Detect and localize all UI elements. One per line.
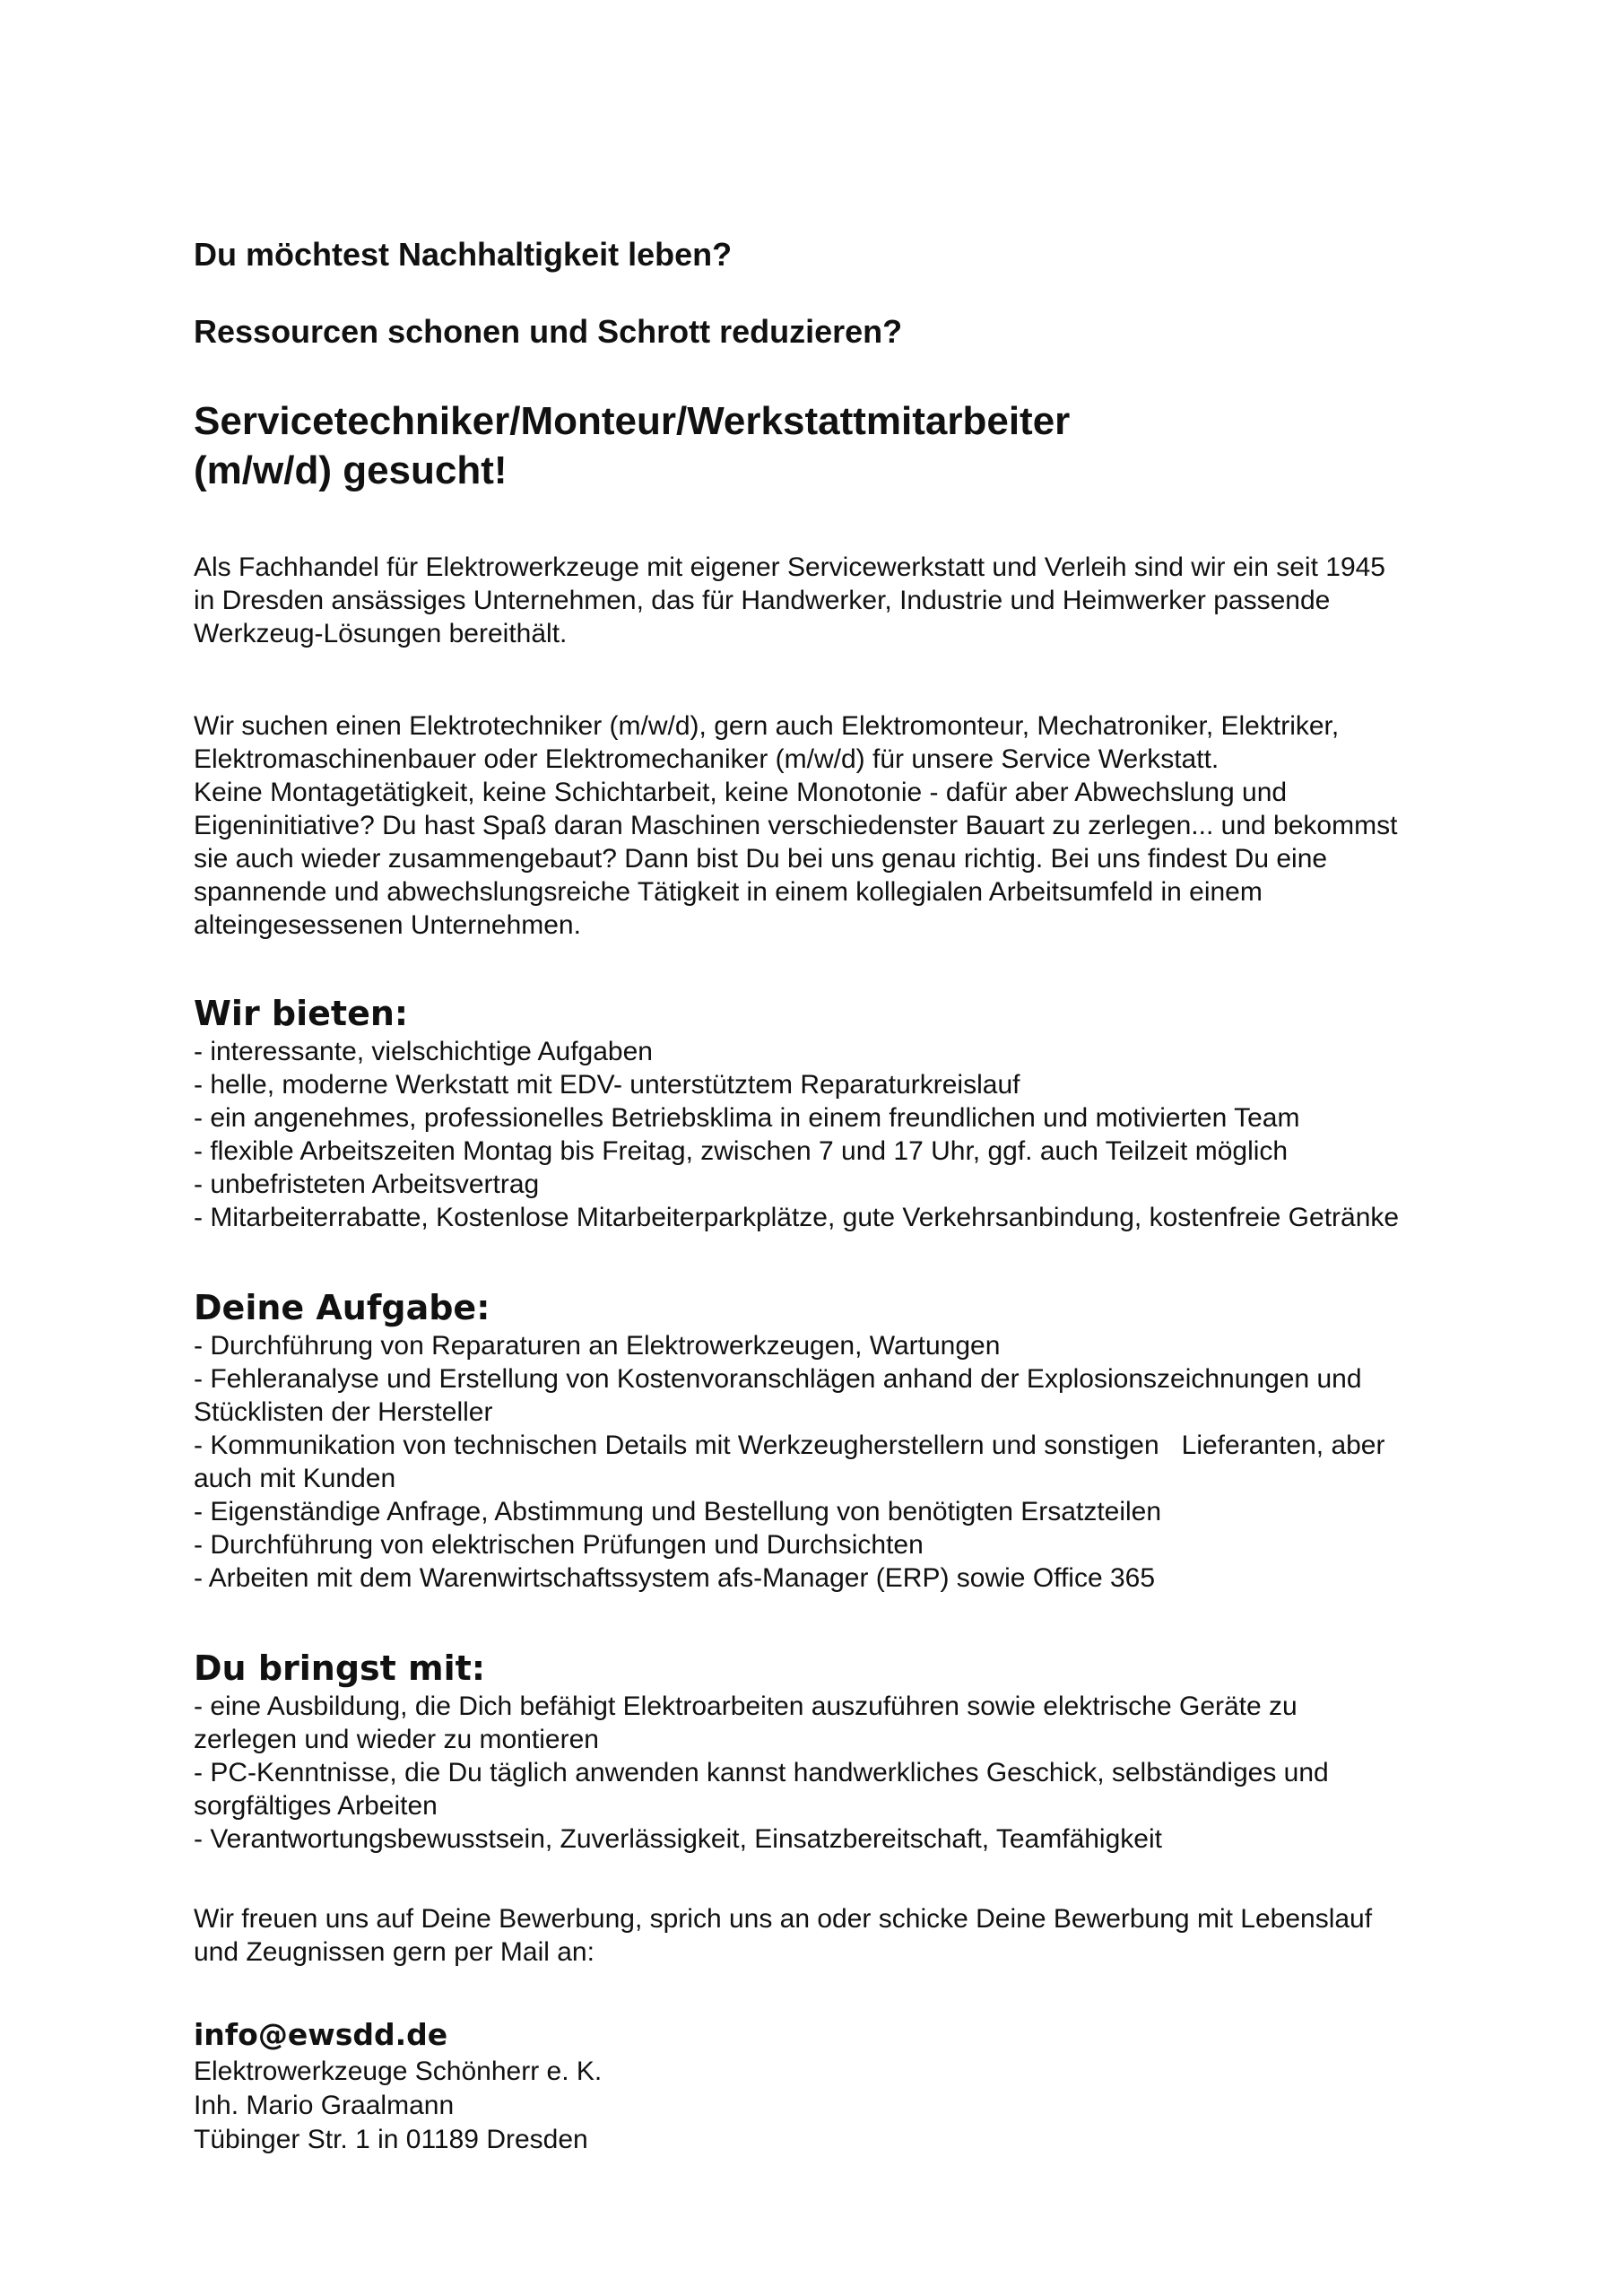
requirements-list: [194, 1690, 1449, 1856]
requirement-item-line: - Verantwortungsbewusstsein, Zuverlässigkeit, Einsatzbereitschaft, Teamfähigkeit: [194, 1824, 1162, 1854]
job-title-line-2: (m/w/d) gesucht!: [194, 448, 508, 492]
task-list-item: [194, 1362, 1449, 1429]
requirement-list-item: [194, 1822, 1449, 1856]
task-item-line: auch mit Kunden: [194, 1464, 396, 1493]
tasks-list: [194, 1329, 1449, 1595]
task-item-line: - Fehleranalyse und Erstellung von Kostenvoranschlägen anhand der Explosionszeichnungen und: [194, 1364, 1362, 1394]
task-item-line: Stücklisten der Hersteller: [194, 1397, 493, 1427]
offer-item-line: - Mitarbeiterrabatte, Kostenlose Mitarbeiterparkplätze, gute Verkehrsanbindung, kostenfreie Getränke: [194, 1203, 1400, 1232]
tasks-heading: Deine Aufgabe:: [194, 1288, 490, 1327]
task-list-item: [194, 1429, 1449, 1495]
job-description-line: Wir suchen einen Elektrotechniker (m/w/d), gern auch Elektromonteur, Mechatroniker, Elektriker,: [194, 711, 1340, 741]
intro-question-sustainability: Du möchtest Nachhaltigkeit leben?: [194, 236, 733, 273]
offer-item-line: - flexible Arbeitszeiten Montag bis Freitag, zwischen 7 und 17 Uhr, ggf. auch Teilzeit möglich: [194, 1136, 1289, 1166]
requirement-item-line: - PC-Kenntnisse, die Du täglich anwenden kannst handwerkliches Geschick, selbständiges und: [194, 1758, 1329, 1787]
offer-item-line: - interessante, vielschichtige Aufgaben: [194, 1037, 653, 1066]
company-description-line: Werkzeug-Lösungen bereithält.: [194, 619, 568, 648]
requirement-item-line: zerlegen und wieder zu montieren: [194, 1725, 599, 1754]
offer-list: [194, 1035, 1449, 1234]
task-list-item: [194, 1561, 1449, 1595]
offer-list-item: [194, 1135, 1449, 1168]
job-title: [194, 396, 1449, 495]
company-description: [194, 551, 1449, 650]
intro-question-resources: Ressourcen schonen und Schrott reduzieren?: [194, 313, 903, 350]
requirements-heading: Du bringst mit:: [194, 1648, 486, 1688]
requirement-list-item: [194, 1690, 1449, 1756]
application-line: und Zeugnissen gern per Mail an:: [194, 1937, 595, 1967]
task-item-line: - Durchführung von Reparaturen an Elektrowerkzeugen, Wartungen: [194, 1331, 1001, 1361]
requirement-item-line: sorgfältiges Arbeiten: [194, 1791, 438, 1821]
job-description-line: alteingesessenen Unternehmen.: [194, 910, 581, 940]
task-item-line: - Durchführung von elektrischen Prüfungen und Durchsichten: [194, 1530, 924, 1560]
job-description-line: Keine Montagetätigkeit, keine Schichtarbeit, keine Monotonie - dafür aber Abwechslung und: [194, 778, 1288, 807]
offer-list-item: [194, 1101, 1449, 1135]
offer-item-line: - unbefristeten Arbeitsvertrag: [194, 1170, 540, 1199]
offer-list-item: [194, 1168, 1449, 1201]
offer-list-item: [194, 1035, 1449, 1068]
application-paragraph: [194, 1902, 1449, 1969]
company-owner: Inh. Mario Graalmann: [194, 2091, 455, 2120]
company-description-line: in Dresden ansässiges Unternehmen, das für Handwerker, Industrie und Heimwerker passende: [194, 586, 1331, 615]
offer-heading: Wir bieten:: [194, 994, 409, 1033]
requirement-list-item: [194, 1756, 1449, 1822]
task-list-item: [194, 1495, 1449, 1528]
job-description-line: sie auch wieder zusammengebaut? Dann bist Du bei uns genau richtig. Bei uns findest Du eine: [194, 844, 1328, 874]
job-description-line: Eigeninitiative? Du hast Spaß daran Maschinen verschiedenster Bauart zu zerlegen... und bekommst: [194, 811, 1398, 840]
application-line: Wir freuen uns auf Deine Bewerbung, sprich uns an oder schicke Deine Bewerbung mit Lebenslauf: [194, 1904, 1373, 1934]
offer-list-item: [194, 1201, 1449, 1234]
contact-email[interactable]: info@ewsdd.de: [194, 2017, 448, 2052]
task-list-item: [194, 1329, 1449, 1362]
offer-list-item: [194, 1068, 1449, 1101]
job-description: [194, 709, 1449, 942]
job-title-line-1: Servicetechniker/Monteur/Werkstattmitarbeiter: [194, 399, 1071, 443]
requirement-item-line: - eine Ausbildung, die Dich befähigt Elektroarbeiten auszuführen sowie elektrische Geräte zu: [194, 1692, 1298, 1721]
company-name: Elektrowerkzeuge Schönherr e. K.: [194, 2057, 603, 2086]
offer-item-line: - ein angenehmes, professionelles Betriebsklima in einem freundlichen und motivierten Team: [194, 1103, 1300, 1133]
task-item-line: - Eigenständige Anfrage, Abstimmung und Bestellung von benötigten Ersatzteilen: [194, 1497, 1162, 1526]
job-description-line: Elektromaschinenbauer oder Elektromechaniker (m/w/d) für unsere Service Werkstatt.: [194, 744, 1219, 774]
company-description-line: Als Fachhandel für Elektrowerkzeuge mit eigener Servicewerkstatt und Verleih sind wir ein seit 1945: [194, 552, 1385, 582]
company-address: Tübinger Str. 1 in 01189 Dresden: [194, 2125, 588, 2154]
document-content: [194, 235, 1449, 2157]
task-item-line: - Kommunikation von technischen Details mit Werkzeugherstellern und sonstigen Lieferanten, aber: [194, 1431, 1385, 1460]
task-list-item: [194, 1528, 1449, 1561]
offer-item-line: - helle, moderne Werkstatt mit EDV- unterstütztem Reparaturkreislauf: [194, 1070, 1020, 1100]
task-item-line: - Arbeiten mit dem Warenwirtschaftssystem afs-Manager (ERP) sowie Office 365: [194, 1563, 1156, 1593]
job-description-line: spannende und abwechslungsreiche Tätigkeit in einem kollegialen Arbeitsumfeld in einem: [194, 877, 1263, 907]
